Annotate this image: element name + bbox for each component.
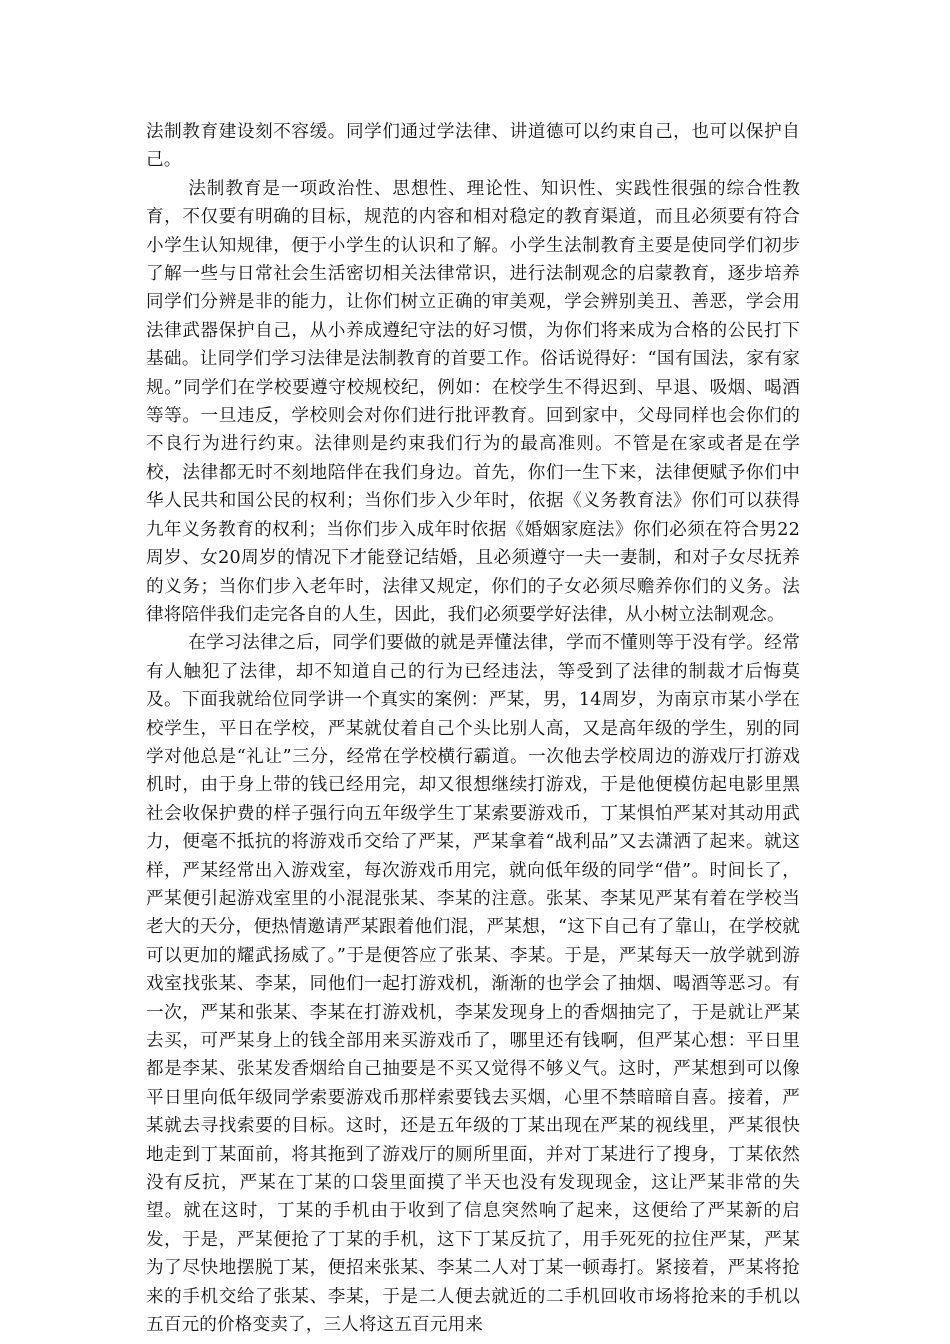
paragraph-2: 法制教育是一项政治性、思想性、理论性、知识性、实践性很强的综合性教育，不仅要有明确的目标，规范的内容和相对稳定的教育渠道，而且必须要有符合小学生认知规律，便于小学生的认识和了解。小学生法制教育主要是使同学们初步了解一些与日常社会生活密切相关法律常识，进行法制观念的启蒙教育，逐步培养同学们分辨是非的能力，让你们树立正确的审美观，学会辨别美丑、善恶，学会用法律武器保护自己，从小养成遵纪守法的好习惯，为你们将来成为合格的公民打下基础。让同学们学习法律是法制教育的首要工作。俗话说得好：“国有国法，家有家规。”同学们在学校要遵守校规校纪，例如：在校学生不得迟到、早退、吸烟、喝酒等等。一旦违反，学校则会对你们进行批评教育。回到家中，父母同样也会你们的不良行为进行约束。法律则是约束我们行为的最高准则。不管是在家或者是在学校，法律都无时不刻地陪伴在我们身边。首先，你们一生下来，法律便赋予你们中华人民共和国公民的权利；当你们步入少年时，依据《义务教育法》你们可以获得九年义务教育的权利；当你们步入成年时依据《婚姻家庭法》你们必须在符合男22周岁、女20周岁的情况下才能登记结婚，且必须遵守一夫一妻制，和对子女尽抚养的义务；当你们步入老年时，法律又规定，你们的子女必须尽赡养你们的义务。法律将陪伴我们走完各自的人生，因此，我们必须要学好法律，从小树立法制观念。 [146,178,800,625]
document-page [146,118,800,1339]
paragraph-1: 法制教育建设刻不容缓。同学们通过学法律、讲道德可以约束自己，也可以保护自己。 [146,122,800,171]
paragraph-3: 在学习法律之后，同学们要做的就是弄懂法律，学而不懂则等于没有学。经常有人触犯了法律，却不知道自己的行为已经违法，等受到了法律的制裁才后悔莫及。下面我就给位同学讲一个真实的案例：严某，男，14周岁，为南京市某小学在校学生，平日在学校，严某就仗着自己个头比别人高，又是高年级的学生，别的同学对他总是“礼让”三分，经常在学校横行霸道。一次他去学校周边的游戏厅打游戏机时，由于身上带的钱已经用完，却又很想继续打游戏，于是他便模仿起电影里黑社会收保护费的样子强行向五年级学生丁某索要游戏币，丁某惧怕严某对其动用武力，便毫不抵抗的将游戏币交给了严某，严某拿着“战利品”又去潇洒了起来。就这样，严某经常出入游戏室，每次游戏币用完，就向低年级的同学“借”。时间长了，严某便引起游戏室里的小混混张某、李某的注意。张某、李某见严某有着在学校当老大的天分，便热情邀请严某跟着他们混，严某想，“这下自己有了靠山，在学校就可以更加的耀武扬威了。”于是便答应了张某、李某。于是，严某每天一放学就到游戏室找张某、李某，同他们一起打游戏机，渐渐的也学会了抽烟、喝酒等恶习。有一次，严某和张某、李某在打游戏机，李某发现身上的香烟抽完了，于是就让严某去买，可严某身上的钱全部用来买游戏币了，哪里还有钱啊，但严某心想：平日里都是李某、张某发香烟给自己抽要是不买又觉得不够义气。这时，严某想到可以像平日里向低年级同学索要游戏币那样索要钱去买烟，心里不禁暗暗自喜。接着，严某就去寻找索要的目标。这时，还是五年级的丁某出现在严某的视线里，严某很快地走到丁某面前，将其拖到了游戏厅的厕所里面，并对丁某进行了搜身，丁某依然没有反抗，严某在丁某的口袋里面摸了半天也没有发现现金，这让严某非常的失望。就在这时，丁某的手机由于收到了信息突然响了起来，这便给了严某新的启发，于是，严某便抢了丁某的手机，这下丁某反抗了，用手死死的拉住严某，严某为了尽快地摆脱丁某，便招来张某、李某二人对丁某一顿毒打。紧接着，严某将抢来的手机交给了张某、李某，于是二人便去就近的二手机回收市场将抢来的手机以五百元的价格变卖了，三人将这五百元用来 [146,633,800,1336]
